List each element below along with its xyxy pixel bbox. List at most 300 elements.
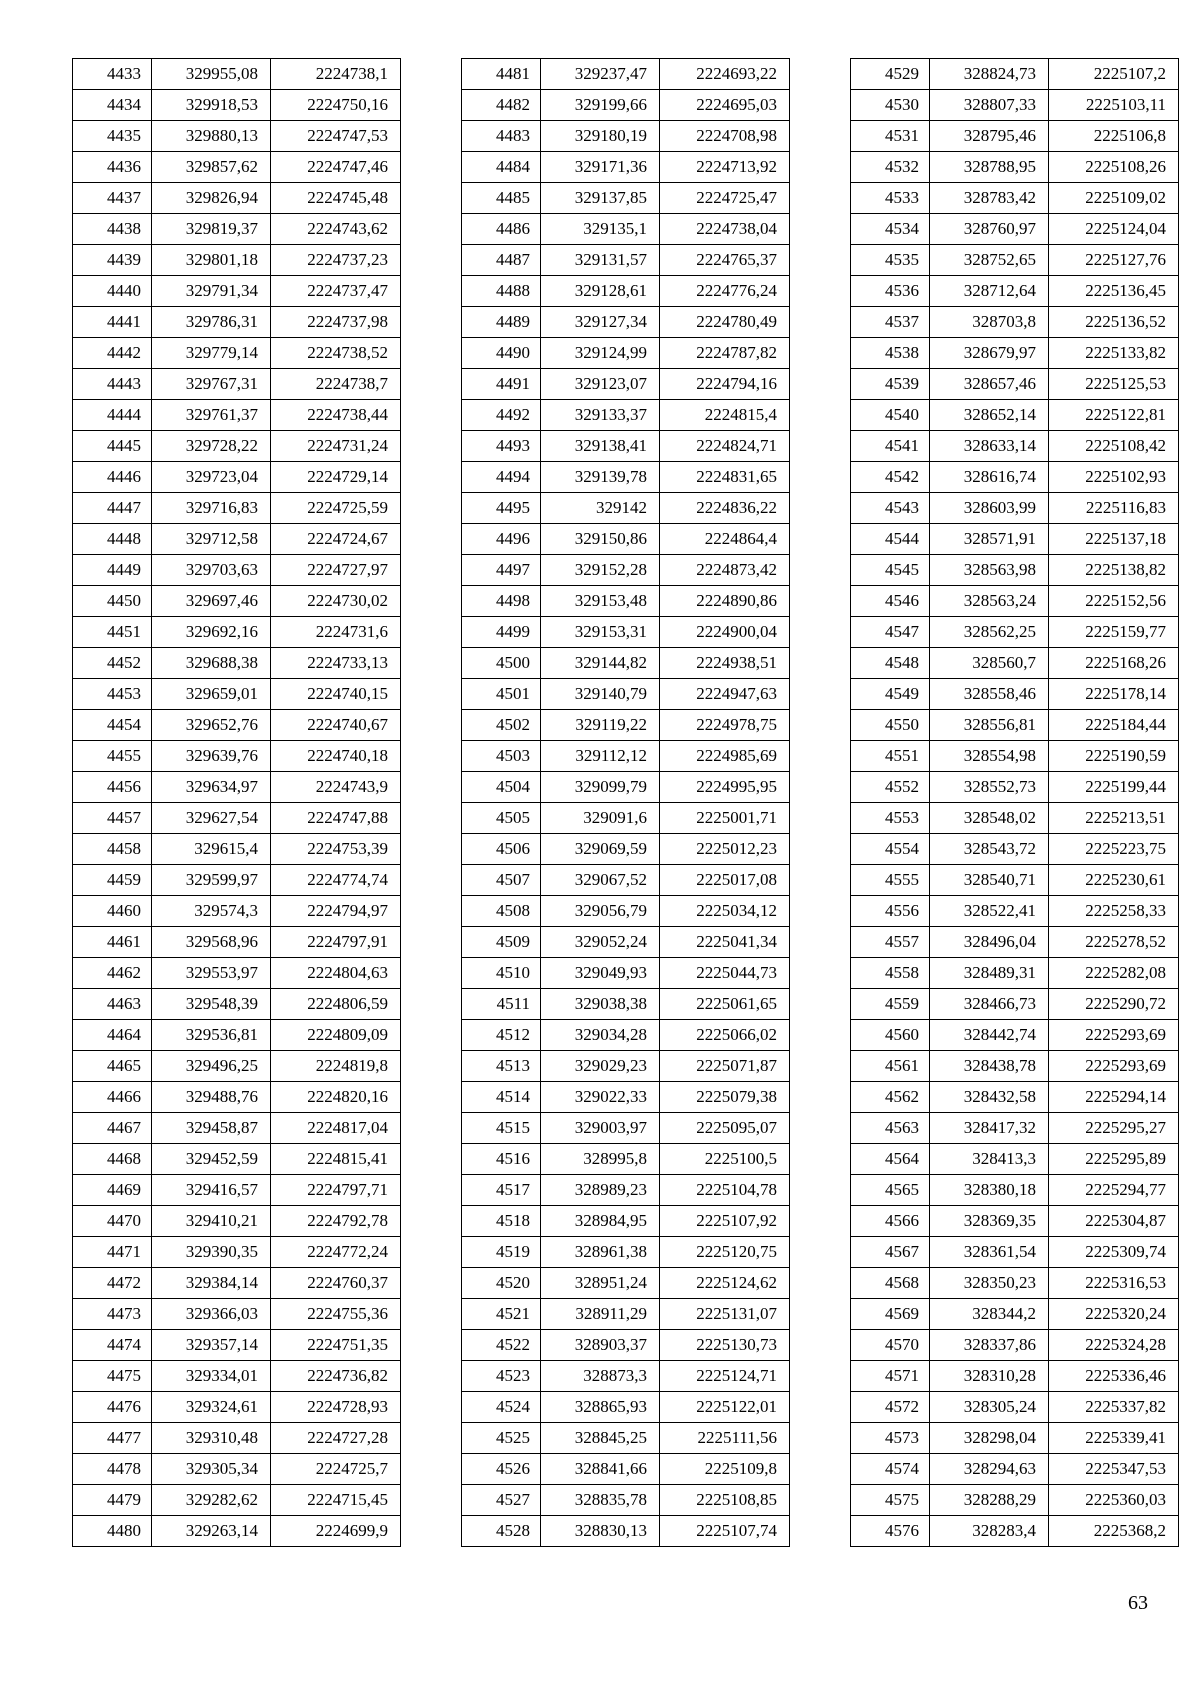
point-number-cell: 4514 xyxy=(462,1082,541,1113)
x-coordinate-cell: 329652,76 xyxy=(152,710,271,741)
table-row xyxy=(462,896,790,927)
table-row xyxy=(73,1113,401,1144)
table-row xyxy=(851,1020,1179,1051)
point-number-cell: 4435 xyxy=(73,121,152,152)
table-row xyxy=(73,617,401,648)
table-row xyxy=(851,307,1179,338)
table-row xyxy=(462,493,790,524)
x-coordinate-cell: 328380,18 xyxy=(930,1175,1049,1206)
y-coordinate-cell: 2224787,82 xyxy=(660,338,790,369)
table-row xyxy=(73,741,401,772)
y-coordinate-cell: 2224797,71 xyxy=(271,1175,401,1206)
x-coordinate-cell: 328562,25 xyxy=(930,617,1049,648)
table-row xyxy=(851,679,1179,710)
x-coordinate-cell: 329728,22 xyxy=(152,431,271,462)
x-coordinate-cell: 328703,8 xyxy=(930,307,1049,338)
table-row xyxy=(851,617,1179,648)
x-coordinate-cell: 328788,95 xyxy=(930,152,1049,183)
table-row xyxy=(851,710,1179,741)
point-number-cell: 4488 xyxy=(462,276,541,307)
y-coordinate-cell: 2224738,7 xyxy=(271,369,401,400)
table-row xyxy=(73,989,401,1020)
point-number-cell: 4479 xyxy=(73,1485,152,1516)
table-row xyxy=(851,152,1179,183)
table-row xyxy=(462,865,790,896)
x-coordinate-cell: 329697,46 xyxy=(152,586,271,617)
y-coordinate-cell: 2225044,73 xyxy=(660,958,790,989)
point-number-cell: 4437 xyxy=(73,183,152,214)
y-coordinate-cell: 2224820,16 xyxy=(271,1082,401,1113)
table-row xyxy=(851,462,1179,493)
y-coordinate-cell: 2225258,33 xyxy=(1049,896,1179,927)
table-row xyxy=(73,648,401,679)
point-number-cell: 4499 xyxy=(462,617,541,648)
x-coordinate-cell: 329029,23 xyxy=(541,1051,660,1082)
point-number-cell: 4478 xyxy=(73,1454,152,1485)
point-number-cell: 4513 xyxy=(462,1051,541,1082)
y-coordinate-cell: 2225017,08 xyxy=(660,865,790,896)
x-coordinate-cell: 329712,58 xyxy=(152,524,271,555)
x-coordinate-cell: 329099,79 xyxy=(541,772,660,803)
y-coordinate-cell: 2225071,87 xyxy=(660,1051,790,1082)
point-number-cell: 4570 xyxy=(851,1330,930,1361)
point-number-cell: 4440 xyxy=(73,276,152,307)
y-coordinate-cell: 2224864,4 xyxy=(660,524,790,555)
x-coordinate-cell: 329452,59 xyxy=(152,1144,271,1175)
point-number-cell: 4487 xyxy=(462,245,541,276)
x-coordinate-cell: 328283,4 xyxy=(930,1516,1049,1547)
point-number-cell: 4438 xyxy=(73,214,152,245)
x-coordinate-cell: 329133,37 xyxy=(541,400,660,431)
table-row xyxy=(73,958,401,989)
table-row xyxy=(73,927,401,958)
x-coordinate-cell: 329334,01 xyxy=(152,1361,271,1392)
x-coordinate-cell: 329536,81 xyxy=(152,1020,271,1051)
y-coordinate-cell: 2225106,8 xyxy=(1049,121,1179,152)
point-number-cell: 4550 xyxy=(851,710,930,741)
point-number-cell: 4535 xyxy=(851,245,930,276)
y-coordinate-cell: 2225107,92 xyxy=(660,1206,790,1237)
point-number-cell: 4548 xyxy=(851,648,930,679)
y-coordinate-cell: 2225122,81 xyxy=(1049,400,1179,431)
y-coordinate-cell: 2224747,53 xyxy=(271,121,401,152)
point-number-cell: 4553 xyxy=(851,803,930,834)
x-coordinate-cell: 329171,36 xyxy=(541,152,660,183)
y-coordinate-cell: 2224699,9 xyxy=(271,1516,401,1547)
table-row xyxy=(851,741,1179,772)
point-number-cell: 4519 xyxy=(462,1237,541,1268)
x-coordinate-cell: 329574,3 xyxy=(152,896,271,927)
point-number-cell: 4484 xyxy=(462,152,541,183)
table-row xyxy=(73,1454,401,1485)
y-coordinate-cell: 2224819,8 xyxy=(271,1051,401,1082)
point-number-cell: 4523 xyxy=(462,1361,541,1392)
point-number-cell: 4483 xyxy=(462,121,541,152)
y-coordinate-cell: 2225127,76 xyxy=(1049,245,1179,276)
x-coordinate-cell: 328438,78 xyxy=(930,1051,1049,1082)
point-number-cell: 4452 xyxy=(73,648,152,679)
table-row xyxy=(462,648,790,679)
table-row xyxy=(851,1268,1179,1299)
x-coordinate-cell: 328961,38 xyxy=(541,1237,660,1268)
point-number-cell: 4463 xyxy=(73,989,152,1020)
table-row xyxy=(851,90,1179,121)
x-coordinate-cell: 328824,73 xyxy=(930,59,1049,90)
y-coordinate-cell: 2225293,69 xyxy=(1049,1051,1179,1082)
x-coordinate-cell: 328432,58 xyxy=(930,1082,1049,1113)
point-number-cell: 4520 xyxy=(462,1268,541,1299)
table-row xyxy=(462,1361,790,1392)
y-coordinate-cell: 2224765,37 xyxy=(660,245,790,276)
y-coordinate-cell: 2225213,51 xyxy=(1049,803,1179,834)
table-row xyxy=(851,586,1179,617)
y-coordinate-cell: 2225320,24 xyxy=(1049,1299,1179,1330)
y-coordinate-cell: 2224747,46 xyxy=(271,152,401,183)
x-coordinate-cell: 328563,24 xyxy=(930,586,1049,617)
x-coordinate-cell: 329112,12 xyxy=(541,741,660,772)
point-number-cell: 4555 xyxy=(851,865,930,896)
point-number-cell: 4485 xyxy=(462,183,541,214)
y-coordinate-cell: 2225107,2 xyxy=(1049,59,1179,90)
table-row xyxy=(851,276,1179,307)
point-number-cell: 4442 xyxy=(73,338,152,369)
table-row xyxy=(462,1516,790,1547)
y-coordinate-cell: 2224890,86 xyxy=(660,586,790,617)
x-coordinate-cell: 329153,31 xyxy=(541,617,660,648)
point-number-cell: 4549 xyxy=(851,679,930,710)
y-coordinate-cell: 2225061,65 xyxy=(660,989,790,1020)
table-row xyxy=(851,1392,1179,1423)
point-number-cell: 4508 xyxy=(462,896,541,927)
y-coordinate-cell: 2224780,49 xyxy=(660,307,790,338)
x-coordinate-cell: 328841,66 xyxy=(541,1454,660,1485)
table-row xyxy=(73,183,401,214)
y-coordinate-cell: 2225109,8 xyxy=(660,1454,790,1485)
y-coordinate-cell: 2225295,89 xyxy=(1049,1144,1179,1175)
x-coordinate-cell: 329140,79 xyxy=(541,679,660,710)
point-number-cell: 4464 xyxy=(73,1020,152,1051)
point-number-cell: 4495 xyxy=(462,493,541,524)
x-coordinate-cell: 329056,79 xyxy=(541,896,660,927)
x-coordinate-cell: 329128,61 xyxy=(541,276,660,307)
x-coordinate-cell: 328496,04 xyxy=(930,927,1049,958)
table-row xyxy=(851,958,1179,989)
point-number-cell: 4480 xyxy=(73,1516,152,1547)
x-coordinate-cell: 329786,31 xyxy=(152,307,271,338)
table-row xyxy=(73,369,401,400)
point-number-cell: 4460 xyxy=(73,896,152,927)
table-row xyxy=(73,493,401,524)
x-coordinate-cell: 329119,22 xyxy=(541,710,660,741)
x-coordinate-cell: 328310,28 xyxy=(930,1361,1049,1392)
table-row xyxy=(851,772,1179,803)
x-coordinate-cell: 329918,53 xyxy=(152,90,271,121)
y-coordinate-cell: 2225079,38 xyxy=(660,1082,790,1113)
x-coordinate-cell: 329826,94 xyxy=(152,183,271,214)
x-coordinate-cell: 328616,74 xyxy=(930,462,1049,493)
x-coordinate-cell: 329144,82 xyxy=(541,648,660,679)
x-coordinate-cell: 329801,18 xyxy=(152,245,271,276)
table-row xyxy=(73,1206,401,1237)
y-coordinate-cell: 2224725,59 xyxy=(271,493,401,524)
point-number-cell: 4457 xyxy=(73,803,152,834)
table-row xyxy=(462,679,790,710)
point-number-cell: 4536 xyxy=(851,276,930,307)
point-number-cell: 4491 xyxy=(462,369,541,400)
y-coordinate-cell: 2224740,15 xyxy=(271,679,401,710)
y-coordinate-cell: 2224727,28 xyxy=(271,1423,401,1454)
table-row xyxy=(462,772,790,803)
y-coordinate-cell: 2225337,82 xyxy=(1049,1392,1179,1423)
x-coordinate-cell: 328571,91 xyxy=(930,524,1049,555)
point-number-cell: 4531 xyxy=(851,121,930,152)
point-number-cell: 4496 xyxy=(462,524,541,555)
point-number-cell: 4441 xyxy=(73,307,152,338)
y-coordinate-cell: 2224740,67 xyxy=(271,710,401,741)
x-coordinate-cell: 328558,46 xyxy=(930,679,1049,710)
x-coordinate-cell: 328522,41 xyxy=(930,896,1049,927)
x-coordinate-cell: 329049,93 xyxy=(541,958,660,989)
table-row xyxy=(462,462,790,493)
table-row xyxy=(73,214,401,245)
x-coordinate-cell: 329357,14 xyxy=(152,1330,271,1361)
x-coordinate-cell: 329761,37 xyxy=(152,400,271,431)
point-number-cell: 4564 xyxy=(851,1144,930,1175)
x-coordinate-cell: 328951,24 xyxy=(541,1268,660,1299)
x-coordinate-cell: 329124,99 xyxy=(541,338,660,369)
table-row xyxy=(462,834,790,865)
y-coordinate-cell: 2224804,63 xyxy=(271,958,401,989)
table-row xyxy=(851,524,1179,555)
point-number-cell: 4537 xyxy=(851,307,930,338)
x-coordinate-cell: 329496,25 xyxy=(152,1051,271,1082)
point-number-cell: 4473 xyxy=(73,1299,152,1330)
y-coordinate-cell: 2224817,04 xyxy=(271,1113,401,1144)
point-number-cell: 4436 xyxy=(73,152,152,183)
x-coordinate-cell: 329627,54 xyxy=(152,803,271,834)
point-number-cell: 4528 xyxy=(462,1516,541,1547)
y-coordinate-cell: 2225124,71 xyxy=(660,1361,790,1392)
point-number-cell: 4526 xyxy=(462,1454,541,1485)
x-coordinate-cell: 329180,19 xyxy=(541,121,660,152)
x-coordinate-cell: 329548,39 xyxy=(152,989,271,1020)
table-row xyxy=(462,431,790,462)
point-number-cell: 4530 xyxy=(851,90,930,121)
table-row xyxy=(851,338,1179,369)
x-coordinate-cell: 329237,47 xyxy=(541,59,660,90)
table-row xyxy=(73,245,401,276)
point-number-cell: 4434 xyxy=(73,90,152,121)
table-row xyxy=(851,1175,1179,1206)
table-row xyxy=(73,121,401,152)
point-number-cell: 4468 xyxy=(73,1144,152,1175)
table-row xyxy=(462,59,790,90)
point-number-cell: 4557 xyxy=(851,927,930,958)
x-coordinate-cell: 328984,95 xyxy=(541,1206,660,1237)
table-row xyxy=(851,1206,1179,1237)
table-row xyxy=(851,369,1179,400)
x-coordinate-cell: 328633,14 xyxy=(930,431,1049,462)
y-coordinate-cell: 2224755,36 xyxy=(271,1299,401,1330)
point-number-cell: 4477 xyxy=(73,1423,152,1454)
x-coordinate-cell: 329615,4 xyxy=(152,834,271,865)
point-number-cell: 4503 xyxy=(462,741,541,772)
x-coordinate-cell: 329305,34 xyxy=(152,1454,271,1485)
x-coordinate-cell: 328911,29 xyxy=(541,1299,660,1330)
table-row xyxy=(73,431,401,462)
point-number-cell: 4547 xyxy=(851,617,930,648)
point-number-cell: 4525 xyxy=(462,1423,541,1454)
table-row xyxy=(462,400,790,431)
y-coordinate-cell: 2224708,98 xyxy=(660,121,790,152)
table-row xyxy=(851,1299,1179,1330)
point-number-cell: 4532 xyxy=(851,152,930,183)
point-number-cell: 4554 xyxy=(851,834,930,865)
table-row xyxy=(73,152,401,183)
table-row xyxy=(462,1206,790,1237)
point-number-cell: 4509 xyxy=(462,927,541,958)
y-coordinate-cell: 2224715,45 xyxy=(271,1485,401,1516)
y-coordinate-cell: 2225103,11 xyxy=(1049,90,1179,121)
y-coordinate-cell: 2225136,45 xyxy=(1049,276,1179,307)
table-row xyxy=(73,1144,401,1175)
y-coordinate-cell: 2224938,51 xyxy=(660,648,790,679)
table-row xyxy=(73,896,401,927)
point-number-cell: 4475 xyxy=(73,1361,152,1392)
x-coordinate-cell: 328361,54 xyxy=(930,1237,1049,1268)
table-row xyxy=(462,958,790,989)
y-coordinate-cell: 2225122,01 xyxy=(660,1392,790,1423)
table-row xyxy=(73,865,401,896)
y-coordinate-cell: 2225130,73 xyxy=(660,1330,790,1361)
point-number-cell: 4455 xyxy=(73,741,152,772)
y-coordinate-cell: 2224731,6 xyxy=(271,617,401,648)
x-coordinate-cell: 329152,28 xyxy=(541,555,660,586)
point-number-cell: 4551 xyxy=(851,741,930,772)
y-coordinate-cell: 2224806,59 xyxy=(271,989,401,1020)
y-coordinate-cell: 2225368,2 xyxy=(1049,1516,1179,1547)
table-row xyxy=(462,338,790,369)
y-coordinate-cell: 2225066,02 xyxy=(660,1020,790,1051)
x-coordinate-cell: 329310,48 xyxy=(152,1423,271,1454)
x-coordinate-cell: 329366,03 xyxy=(152,1299,271,1330)
table-row xyxy=(462,1175,790,1206)
y-coordinate-cell: 2225324,28 xyxy=(1049,1330,1179,1361)
point-number-cell: 4574 xyxy=(851,1454,930,1485)
table-row xyxy=(851,1485,1179,1516)
y-coordinate-cell: 2224745,48 xyxy=(271,183,401,214)
x-coordinate-cell: 329599,97 xyxy=(152,865,271,896)
y-coordinate-cell: 2225108,42 xyxy=(1049,431,1179,462)
point-number-cell: 4453 xyxy=(73,679,152,710)
point-number-cell: 4450 xyxy=(73,586,152,617)
y-coordinate-cell: 2224737,98 xyxy=(271,307,401,338)
x-coordinate-cell: 329553,97 xyxy=(152,958,271,989)
y-coordinate-cell: 2225316,53 xyxy=(1049,1268,1179,1299)
x-coordinate-cell: 328995,8 xyxy=(541,1144,660,1175)
table-row xyxy=(73,1175,401,1206)
point-number-cell: 4561 xyxy=(851,1051,930,1082)
point-number-cell: 4501 xyxy=(462,679,541,710)
table-row xyxy=(851,214,1179,245)
point-number-cell: 4552 xyxy=(851,772,930,803)
table-row xyxy=(462,1237,790,1268)
point-number-cell: 4467 xyxy=(73,1113,152,1144)
point-number-cell: 4524 xyxy=(462,1392,541,1423)
table-row xyxy=(851,431,1179,462)
y-coordinate-cell: 2225290,72 xyxy=(1049,989,1179,1020)
y-coordinate-cell: 2225278,52 xyxy=(1049,927,1179,958)
point-number-cell: 4456 xyxy=(73,772,152,803)
point-number-cell: 4563 xyxy=(851,1113,930,1144)
table-row xyxy=(851,1423,1179,1454)
point-number-cell: 4568 xyxy=(851,1268,930,1299)
table-row xyxy=(73,679,401,710)
table-row xyxy=(851,927,1179,958)
table-row xyxy=(851,803,1179,834)
table-row xyxy=(851,1113,1179,1144)
x-coordinate-cell: 328563,98 xyxy=(930,555,1049,586)
point-number-cell: 4562 xyxy=(851,1082,930,1113)
table-row xyxy=(462,617,790,648)
x-coordinate-cell: 328603,99 xyxy=(930,493,1049,524)
table-row xyxy=(851,896,1179,927)
x-coordinate-cell: 328298,04 xyxy=(930,1423,1049,1454)
table-row xyxy=(851,1454,1179,1485)
x-coordinate-cell: 328337,86 xyxy=(930,1330,1049,1361)
y-coordinate-cell: 2224713,92 xyxy=(660,152,790,183)
table-row xyxy=(462,710,790,741)
point-number-cell: 4490 xyxy=(462,338,541,369)
y-coordinate-cell: 2225293,69 xyxy=(1049,1020,1179,1051)
x-coordinate-cell: 329038,38 xyxy=(541,989,660,1020)
y-coordinate-cell: 2224836,22 xyxy=(660,493,790,524)
table-row xyxy=(73,1392,401,1423)
point-number-cell: 4458 xyxy=(73,834,152,865)
y-coordinate-cell: 2225124,62 xyxy=(660,1268,790,1299)
x-coordinate-cell: 329123,07 xyxy=(541,369,660,400)
y-coordinate-cell: 2224815,41 xyxy=(271,1144,401,1175)
point-number-cell: 4533 xyxy=(851,183,930,214)
y-coordinate-cell: 2225184,44 xyxy=(1049,710,1179,741)
x-coordinate-cell: 329324,61 xyxy=(152,1392,271,1423)
point-number-cell: 4516 xyxy=(462,1144,541,1175)
y-coordinate-cell: 2224978,75 xyxy=(660,710,790,741)
table-row xyxy=(73,1330,401,1361)
table-row xyxy=(462,989,790,1020)
table-row xyxy=(851,400,1179,431)
y-coordinate-cell: 2224760,37 xyxy=(271,1268,401,1299)
y-coordinate-cell: 2224737,23 xyxy=(271,245,401,276)
table-row xyxy=(851,1516,1179,1547)
x-coordinate-cell: 329767,31 xyxy=(152,369,271,400)
y-coordinate-cell: 2224738,1 xyxy=(271,59,401,90)
x-coordinate-cell: 329139,78 xyxy=(541,462,660,493)
x-coordinate-cell: 328369,35 xyxy=(930,1206,1049,1237)
y-coordinate-cell: 2225309,74 xyxy=(1049,1237,1179,1268)
point-number-cell: 4576 xyxy=(851,1516,930,1547)
y-coordinate-cell: 2224792,78 xyxy=(271,1206,401,1237)
point-number-cell: 4546 xyxy=(851,586,930,617)
x-coordinate-cell: 329131,57 xyxy=(541,245,660,276)
x-coordinate-cell: 329137,85 xyxy=(541,183,660,214)
table-row xyxy=(462,586,790,617)
table-row xyxy=(462,214,790,245)
point-number-cell: 4447 xyxy=(73,493,152,524)
table-row xyxy=(73,276,401,307)
table-row xyxy=(73,834,401,865)
x-coordinate-cell: 329052,24 xyxy=(541,927,660,958)
